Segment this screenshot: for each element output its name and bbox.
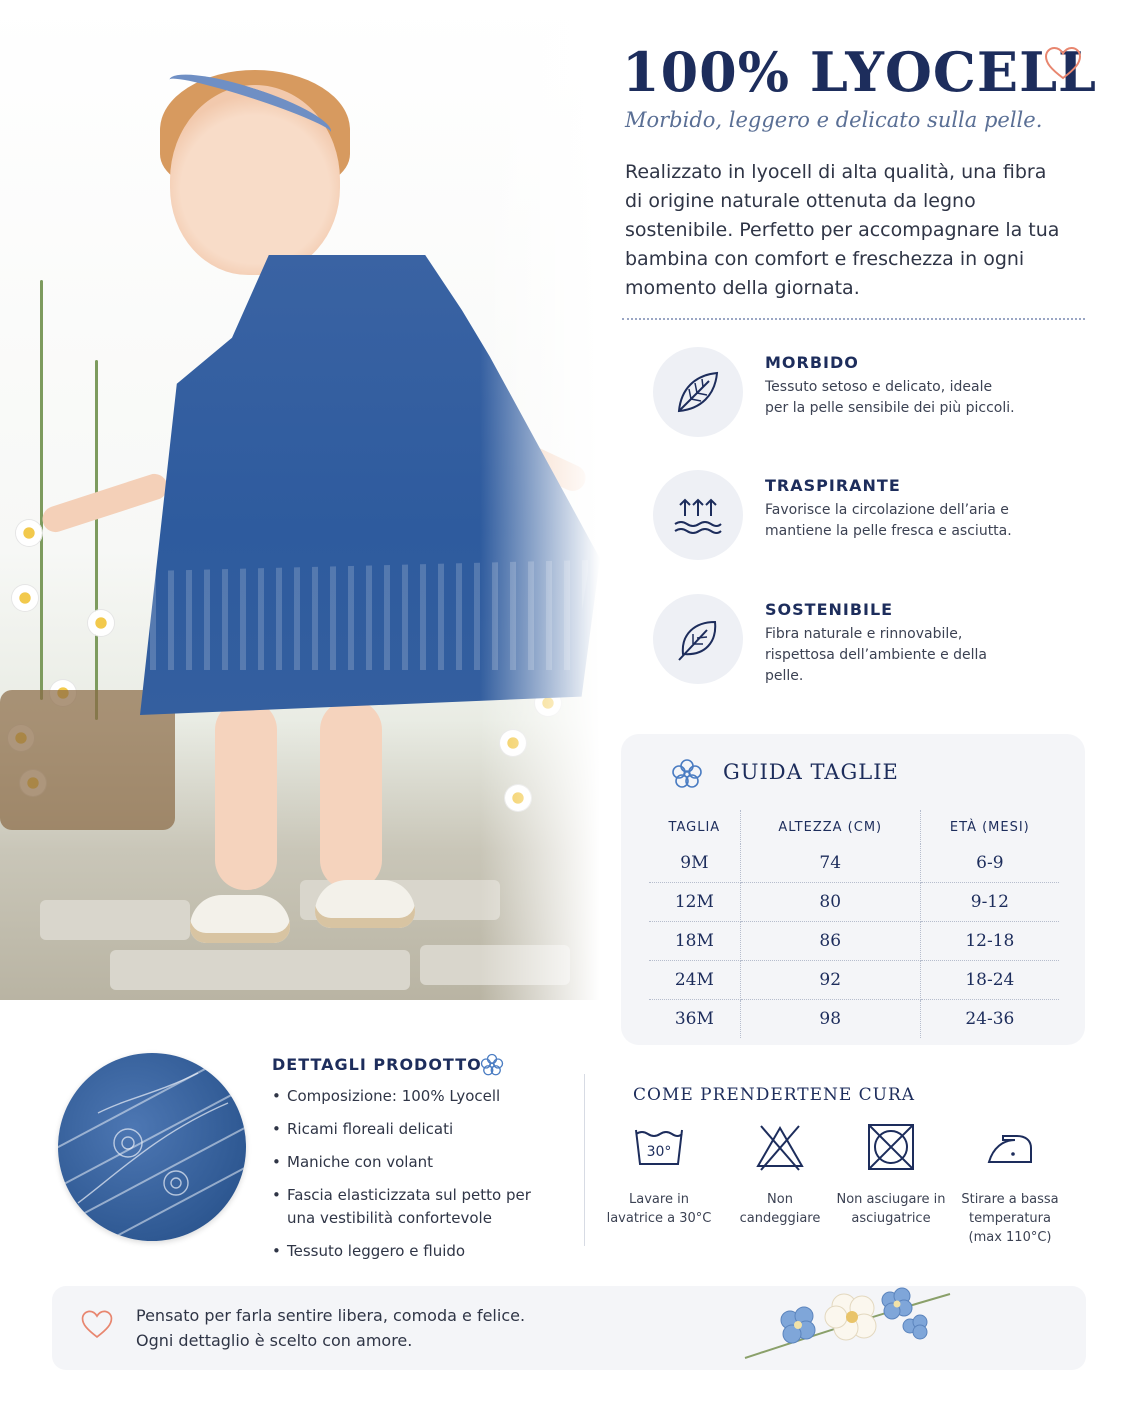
list-item: • Maniche con volant [272,1151,562,1174]
care-item-dryer [836,1122,946,1228]
banner-line-2: Ogni dettaglio è scelto con amore. [136,1331,413,1350]
no-bleach-icon [753,1122,807,1174]
feature-description: Favorisce la circolazione dell’aria e mantiene la pelle fresca e asciutta. [765,502,1012,539]
column-header: ALTEZZA (CM) [740,810,920,844]
wash-temperature: 30° [646,1144,672,1160]
intro-text: Realizzato in lyocell di alta qualità, una fibra di origine naturale ottenuta da legno sostenibile. Perfetto per accompagnare la tua bambina con comfort e freschezza in ogni momento della giornata. [625,161,1060,299]
care-label: Non asciugare in asciugatrice [836,1192,946,1226]
care-item-wash [604,1122,714,1228]
heart-icon [1043,44,1083,84]
care-title: COME PRENDERTENE CURA [633,1085,916,1105]
feature-traspirante [653,470,1093,565]
no-tumble-dry-icon [864,1122,918,1174]
feature-description: Tessuto setoso e delicato, ideale per la pelle sensibile dei più piccoli. [765,379,1015,416]
table-row [649,922,1059,961]
size-cell: 18M [649,922,740,961]
height-cell: 86 [740,922,920,961]
details-list [272,1085,562,1273]
page-title: 100% LYOCELL [622,40,1098,104]
list-item: • Ricami floreali delicati [272,1118,562,1141]
column-header: TAGLIA [649,810,740,844]
height-cell: 92 [740,961,920,1000]
age-cell: 6-9 [920,844,1059,883]
iron-low-icon [983,1122,1037,1174]
divider [584,1074,585,1246]
heart-icon [80,1308,114,1342]
care-label: Stirare a bassa temperatura (max 110°C) [961,1192,1059,1245]
care-label: Non candeggiare [739,1192,821,1226]
details-title: DETTAGLI PRODOTTO [272,1055,482,1074]
hero-photo [0,0,600,1000]
size-cell: 9M [649,844,740,883]
age-cell: 12-18 [920,922,1059,961]
size-guide-card [621,734,1085,1045]
table-row [649,883,1059,922]
fabric-swatch-image [58,1053,246,1241]
age-cell: 18-24 [920,961,1059,1000]
height-cell: 98 [740,1000,920,1039]
leaf-icon [669,363,727,421]
banner-line-1: Pensato per farla sentire libera, comoda e felice. [136,1306,526,1325]
age-cell: 9-12 [920,883,1059,922]
wash-30-icon [632,1122,686,1174]
list-item: • Tessuto leggero e fluido [272,1240,562,1263]
list-item: • Fascia elasticizzata sul petto per una vestibilità confortevole [272,1184,562,1230]
feature-morbido [653,347,1093,442]
size-cell: 24M [649,961,740,1000]
divider [622,318,1085,320]
height-cell: 80 [740,883,920,922]
size-cell: 36M [649,1000,740,1039]
feature-sostenibile [653,594,1093,689]
feature-title: MORBIDO [765,353,859,372]
airflow-icon [669,486,727,544]
size-cell: 12M [649,883,740,922]
feature-description: Fibra naturale e rinnovabile, rispettosa dell’ambiente e della pelle. [765,626,987,684]
feature-title: SOSTENIBILE [765,600,894,619]
care-item-bleach [725,1122,835,1228]
column-header: ETÀ (MESI) [949,819,1030,835]
flower-icon [480,1053,504,1077]
care-label: Lavare in lavatrice a 30°C [606,1192,712,1226]
size-guide-title: GUIDA TAGLIE [723,760,899,784]
list-item: • Composizione: 100% Lyocell [272,1085,562,1108]
feature-title: TRASPIRANTE [765,476,901,495]
flower-bouquet-icon [740,1280,955,1364]
care-item-iron [955,1122,1065,1247]
subtitle: Morbido, leggero e delicato sulla pelle. [625,108,1043,132]
eco-leaf-icon [669,610,727,668]
flower-icon [671,758,703,790]
height-cell: 74 [740,844,920,883]
age-cell: 24-36 [965,1009,1015,1029]
table-row [649,844,1059,883]
size-table [649,810,1059,1038]
table-row [649,961,1059,1000]
table-row [649,1000,1059,1039]
